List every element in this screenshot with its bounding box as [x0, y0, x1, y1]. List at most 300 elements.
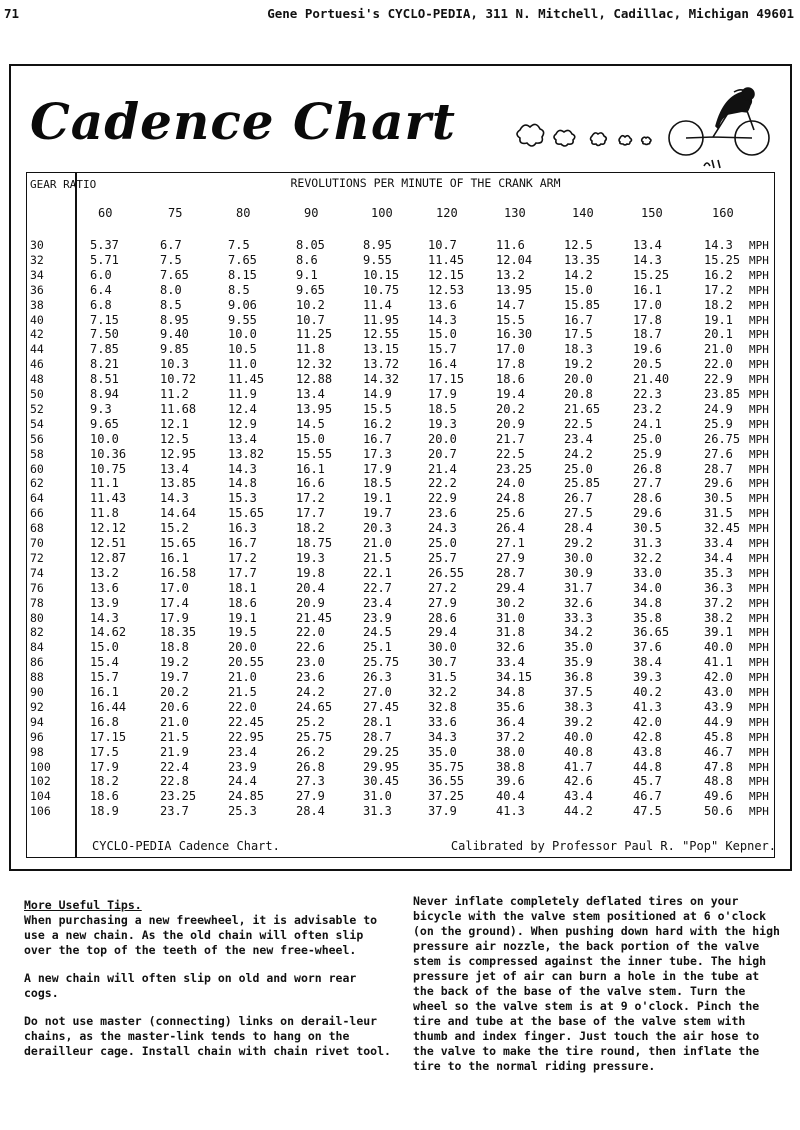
rpm-label: 75 — [168, 206, 183, 220]
tip-paragraph: Never inflate completely deflated tires on your bicycle with the valve stem positioned at 6 o'clock (on the ground). When pushing down hard with the high pressure air nozzle, the back portion of the valve stem is compressed against the inner tube. The high pressure jet of air can burn a hole in the tube at the back of the base of the valve stem. Turn the wheel so the valve stem is at 9 o'clock. Pinch the tire and tube at the base of the valve stem with thumb and index finger. Just touch the air hose to the valve to make the tire round, then inflate the tire to the normal riding pressure. — [413, 894, 780, 1073]
gear-ratio-cell: 32 — [30, 252, 44, 267]
unit-label: MPH — [749, 358, 769, 372]
speed-cell: 23.2 — [633, 401, 662, 416]
speed-cell: 12.4 — [228, 401, 257, 416]
unit-label: MPH — [749, 373, 769, 387]
speed-cell: 20.0 — [228, 640, 257, 655]
speed-cell: 38.2 — [704, 610, 733, 625]
speed-cell: 42.0 — [633, 714, 662, 729]
speed-cell: 15.2 — [160, 521, 189, 536]
speed-cell: 5.37 — [90, 238, 119, 252]
speed-cell: 15.25 — [704, 252, 741, 267]
speed-cell: 26.8 — [633, 461, 662, 476]
speed-cell: 14.3 — [428, 312, 457, 327]
speed-cell: 24.3 — [428, 521, 457, 536]
speed-cell: 23.25 — [496, 461, 533, 476]
gear-ratio-cell: 94 — [30, 714, 44, 729]
speed-cell: 25.1 — [363, 640, 392, 655]
rpm-header: REVOLUTIONS PER MINUTE OF THE CRANK ARM — [290, 176, 561, 190]
speed-cell: 11.8 — [296, 342, 325, 357]
unit-label: MPH — [749, 343, 769, 357]
speed-cell: 16.2 — [704, 267, 733, 282]
speed-cell: 32.8 — [428, 699, 457, 714]
speed-cell: 17.8 — [633, 312, 662, 327]
speed-cell: 11.68 — [160, 401, 197, 416]
unit-label: MPH — [749, 417, 769, 431]
speed-cell: 28.1 — [363, 714, 392, 729]
gear-ratio-cell: 40 — [30, 312, 44, 327]
speed-cell: 47.8 — [704, 759, 733, 774]
speed-cell: 20.55 — [228, 655, 265, 670]
cyclist-illustration-icon — [508, 82, 778, 172]
speed-cell: 19.5 — [228, 625, 257, 640]
speed-cell: 15.0 — [428, 327, 457, 342]
speed-cell: 32.45 — [704, 521, 741, 536]
speed-cell: 49.6 — [704, 789, 733, 804]
speed-cell: 28.6 — [428, 610, 457, 625]
speed-cell: 8.0 — [160, 282, 182, 297]
speed-cell: 26.8 — [296, 759, 325, 774]
speed-cell: 16.58 — [160, 565, 197, 580]
speed-cell: 29.95 — [363, 759, 400, 774]
speed-cell: 9.65 — [296, 282, 325, 297]
speed-cell: 7.5 — [160, 252, 182, 267]
speed-cell: 14.64 — [160, 506, 197, 521]
speed-cell: 17.4 — [160, 595, 189, 610]
speed-cell: 10.36 — [90, 446, 127, 461]
gear-ratio-cell: 100 — [30, 759, 51, 774]
speed-cell: 32.6 — [564, 595, 593, 610]
speed-cell: 24.9 — [704, 401, 733, 416]
speed-cell: 33.4 — [496, 655, 525, 670]
speed-cell: 16.44 — [90, 699, 127, 714]
speed-cell: 44.8 — [633, 759, 662, 774]
speed-cell: 10.0 — [90, 431, 119, 446]
speed-cell: 22.8 — [160, 774, 189, 789]
unit-label: MPH — [749, 432, 769, 446]
gear-ratio-cell: 106 — [30, 804, 51, 819]
speed-cell: 8.95 — [160, 312, 189, 327]
speed-cell: 16.6 — [296, 476, 325, 491]
speed-cell: 17.15 — [90, 729, 127, 744]
speed-cell: 17.0 — [633, 297, 662, 312]
speed-cell: 32.6 — [496, 640, 525, 655]
speed-cell: 18.6 — [496, 372, 525, 387]
gear-ratio-cell: 62 — [30, 476, 44, 491]
speed-cell: 12.88 — [296, 372, 333, 387]
speed-cell: 21.65 — [564, 401, 601, 416]
speed-cell: 44.2 — [564, 804, 593, 819]
speed-cell: 9.55 — [363, 252, 392, 267]
speed-cell: 38.3 — [564, 699, 593, 714]
speed-cell: 18.8 — [160, 640, 189, 655]
speed-cell: 15.85 — [564, 297, 601, 312]
rpm-label: 100 — [371, 206, 393, 220]
speed-cell: 27.45 — [363, 699, 400, 714]
speed-cell: 19.8 — [296, 565, 325, 580]
speed-cell: 31.0 — [363, 789, 392, 804]
speed-cell: 17.0 — [496, 342, 525, 357]
speed-cell: 17.3 — [363, 446, 392, 461]
speed-cell: 17.8 — [496, 357, 525, 372]
speed-cell: 42.0 — [704, 670, 733, 685]
speed-cell: 17.7 — [296, 506, 325, 521]
gear-ratio-cell: 102 — [30, 774, 51, 789]
speed-cell: 34.8 — [496, 685, 525, 699]
speed-cell: 19.7 — [160, 670, 189, 685]
speed-cell: 39.2 — [564, 714, 593, 729]
speed-cell: 23.4 — [363, 595, 392, 610]
speed-cell: 28.7 — [363, 729, 392, 744]
speed-cell: 19.2 — [564, 357, 593, 372]
unit-label: MPH — [749, 611, 769, 625]
speed-cell: 14.5 — [296, 416, 325, 431]
speed-cell: 14.62 — [90, 625, 127, 640]
speed-cell: 11.45 — [428, 252, 465, 267]
speed-cell: 13.35 — [564, 252, 601, 267]
gear-ratio-cell: 86 — [30, 655, 44, 670]
speed-cell: 10.5 — [228, 342, 257, 357]
speed-cell: 8.05 — [296, 238, 325, 252]
speed-cell: 14.3 — [90, 610, 119, 625]
gear-ratio-cell: 54 — [30, 416, 44, 431]
gear-ratio-cell: 30 — [30, 238, 44, 252]
unit-label: MPH — [749, 283, 769, 297]
speed-cell: 24.8 — [496, 491, 525, 506]
speed-cell: 11.43 — [90, 491, 127, 506]
speed-cell: 20.0 — [564, 372, 593, 387]
speed-cell: 28.6 — [633, 491, 662, 506]
speed-cell: 26.75 — [704, 431, 741, 446]
speed-cell: 13.82 — [228, 446, 265, 461]
speed-cell: 25.2 — [296, 714, 325, 729]
speed-cell: 25.9 — [704, 416, 733, 431]
speed-cell: 9.1 — [296, 267, 318, 282]
speed-cell: 21.0 — [363, 536, 392, 550]
speed-cell: 24.1 — [633, 416, 662, 431]
rpm-label: 150 — [641, 206, 663, 220]
speed-cell: 31.7 — [564, 580, 593, 595]
speed-cell: 24.85 — [228, 789, 265, 804]
unit-label: MPH — [749, 566, 769, 580]
speed-cell: 7.65 — [228, 252, 257, 267]
speed-cell: 40.0 — [704, 640, 733, 655]
rpm-label: 130 — [504, 206, 526, 220]
speed-cell: 28.4 — [296, 804, 325, 819]
speed-cell: 5.71 — [90, 252, 119, 267]
speed-cell: 15.4 — [90, 655, 119, 670]
speed-cell: 13.85 — [160, 476, 197, 491]
speed-cell: 41.1 — [704, 655, 733, 670]
speed-cell: 8.5 — [160, 297, 182, 312]
speed-cell: 24.2 — [296, 685, 325, 699]
unit-label: MPH — [749, 656, 769, 670]
speed-cell: 46.7 — [704, 744, 733, 759]
speed-cell: 24.5 — [363, 625, 392, 640]
speed-cell: 17.9 — [160, 610, 189, 625]
speed-cell: 20.9 — [496, 416, 525, 431]
speed-cell: 9.65 — [90, 416, 119, 431]
speed-cell: 17.7 — [228, 565, 257, 580]
speed-cell: 21.5 — [363, 550, 392, 565]
speed-cell: 27.7 — [633, 476, 662, 491]
speed-cell: 20.2 — [160, 685, 189, 699]
gear-ratio-cell: 44 — [30, 342, 44, 357]
speed-cell: 22.9 — [428, 491, 457, 506]
speed-cell: 41.3 — [633, 699, 662, 714]
speed-cell: 18.6 — [90, 789, 119, 804]
speed-cell: 10.7 — [428, 238, 457, 252]
speed-cell: 15.0 — [90, 640, 119, 655]
tips-left-column — [24, 898, 394, 1072]
rpm-label: 90 — [304, 206, 319, 220]
chart-title: Cadence Chart — [30, 92, 456, 151]
gear-ratio-cell: 50 — [30, 387, 44, 401]
speed-cell: 16.3 — [228, 521, 257, 536]
speed-cell: 30.2 — [496, 595, 525, 610]
unit-label: MPH — [749, 596, 769, 610]
unit-label: MPH — [749, 700, 769, 714]
speed-cell: 36.4 — [496, 714, 525, 729]
speed-cell: 13.6 — [428, 297, 457, 312]
speed-cell: 29.4 — [496, 580, 525, 595]
speed-cell: 9.40 — [160, 327, 189, 342]
speed-cell: 22.45 — [228, 714, 265, 729]
speed-cell: 36.3 — [704, 580, 733, 595]
speed-cell: 14.9 — [363, 387, 392, 401]
speed-cell: 45.8 — [704, 729, 733, 744]
speed-cell: 13.2 — [496, 267, 525, 282]
speed-cell: 12.55 — [363, 327, 400, 342]
gear-ratio-cell: 60 — [30, 461, 44, 476]
speed-cell: 39.6 — [496, 774, 525, 789]
gear-ratio-cell: 78 — [30, 595, 44, 610]
speed-cell: 35.9 — [564, 655, 593, 670]
gear-ratio-cell: 98 — [30, 744, 44, 759]
speed-cell: 8.94 — [90, 387, 119, 401]
rpm-label: 120 — [436, 206, 458, 220]
speed-cell: 45.7 — [633, 774, 662, 789]
tip-paragraph: A new chain will often slip on old and worn rear cogs. — [24, 971, 357, 1000]
speed-cell: 26.3 — [363, 670, 392, 685]
gear-ratio-cell: 46 — [30, 357, 44, 372]
tip-paragraph: Do not use master (connecting) links on derail-leur chains, as the master-link tends to hang on the derailleur cage. Install chain with chain rivet tool. — [24, 1014, 391, 1058]
gear-ratio-cell: 84 — [30, 640, 44, 655]
speed-cell: 23.4 — [564, 431, 593, 446]
speed-cell: 34.0 — [633, 580, 662, 595]
speed-cell: 23.85 — [704, 387, 741, 401]
speed-cell: 37.2 — [496, 729, 525, 744]
speed-cell: 8.15 — [228, 267, 257, 282]
unit-label: MPH — [749, 402, 769, 416]
speed-cell: 21.0 — [228, 670, 257, 685]
speed-cell: 13.4 — [160, 461, 189, 476]
unit-label: MPH — [749, 462, 769, 476]
speed-cell: 29.6 — [704, 476, 733, 491]
speed-cell: 14.8 — [228, 476, 257, 491]
speed-cell: 7.85 — [90, 342, 119, 357]
unit-label: MPH — [749, 581, 769, 595]
speed-cell: 17.2 — [296, 491, 325, 506]
speed-cell: 29.25 — [363, 744, 400, 759]
gear-ratio-cell: 80 — [30, 610, 44, 625]
unit-label: MPH — [749, 760, 769, 774]
page-number: 71 — [4, 6, 20, 21]
gear-ratio-cell: 104 — [30, 789, 51, 804]
speed-cell: 12.9 — [228, 416, 257, 431]
speed-cell: 22.95 — [228, 729, 265, 744]
speed-cell: 23.25 — [160, 789, 197, 804]
speed-cell: 40.4 — [496, 789, 525, 804]
speed-cell: 21.0 — [160, 714, 189, 729]
speed-cell: 27.9 — [296, 789, 325, 804]
speed-cell: 25.0 — [428, 536, 457, 550]
unit-label: MPH — [749, 730, 769, 744]
speed-cell: 22.0 — [228, 699, 257, 714]
speed-cell: 21.9 — [160, 744, 189, 759]
speed-cell: 25.7 — [428, 550, 457, 565]
unit-label: MPH — [749, 626, 769, 640]
speed-cell: 13.6 — [90, 580, 119, 595]
speed-cell: 11.4 — [363, 297, 392, 312]
speed-cell: 20.9 — [296, 595, 325, 610]
speed-cell: 33.6 — [428, 714, 457, 729]
speed-cell: 13.4 — [296, 387, 325, 401]
rpm-label: 80 — [236, 206, 251, 220]
speed-cell: 17.9 — [428, 387, 457, 401]
speed-cell: 14.3 — [704, 238, 733, 252]
speed-cell: 12.51 — [90, 536, 127, 550]
speed-cell: 30.5 — [704, 491, 733, 506]
speed-cell: 19.2 — [160, 655, 189, 670]
speed-cell: 15.3 — [228, 491, 257, 506]
rpm-label: 160 — [712, 206, 734, 220]
speed-cell: 23.4 — [228, 744, 257, 759]
speed-cell: 44.9 — [704, 714, 733, 729]
gear-ratio-cell: 88 — [30, 670, 44, 685]
speed-cell: 36.8 — [564, 670, 593, 685]
speed-cell: 16.7 — [363, 431, 392, 446]
speed-cell: 11.45 — [228, 372, 265, 387]
speed-cell: 47.5 — [633, 804, 662, 819]
speed-cell: 26.2 — [296, 744, 325, 759]
speed-cell: 8.21 — [90, 357, 119, 372]
speed-cell: 8.5 — [228, 282, 250, 297]
speed-cell: 41.7 — [564, 759, 593, 774]
speed-cell: 19.6 — [633, 342, 662, 357]
speed-cell: 14.3 — [633, 252, 662, 267]
speed-cell: 33.3 — [564, 610, 593, 625]
speed-cell: 25.75 — [363, 655, 400, 670]
speed-cell: 24.2 — [564, 446, 593, 461]
speed-cell: 26.7 — [564, 491, 593, 506]
gear-ratio-cell: 90 — [30, 685, 44, 699]
speed-cell: 12.95 — [160, 446, 197, 461]
unit-label: MPH — [749, 745, 769, 759]
speed-cell: 22.9 — [704, 372, 733, 387]
speed-cell: 22.0 — [704, 357, 733, 372]
speed-cell: 15.7 — [428, 342, 457, 357]
gear-ratio-cell: 58 — [30, 446, 44, 461]
speed-cell: 40.2 — [633, 685, 662, 699]
rpm-label: 60 — [98, 206, 113, 220]
gear-ratio-cell: 76 — [30, 580, 44, 595]
speed-cell: 19.1 — [228, 610, 257, 625]
speed-cell: 23.0 — [296, 655, 325, 670]
speed-cell: 43.4 — [564, 789, 593, 804]
speed-cell: 20.1 — [704, 327, 733, 342]
speed-cell: 16.4 — [428, 357, 457, 372]
gear-ratio-cell: 36 — [30, 282, 44, 297]
gear-ratio-cell: 64 — [30, 491, 44, 506]
speed-cell: 39.3 — [633, 670, 662, 685]
unit-label: MPH — [749, 686, 769, 699]
speed-cell: 7.50 — [90, 327, 119, 342]
speed-cell: 27.1 — [496, 536, 525, 550]
unit-label: MPH — [749, 805, 769, 819]
speed-cell: 15.0 — [564, 282, 593, 297]
speed-cell: 20.8 — [564, 387, 593, 401]
speed-cell: 20.3 — [363, 521, 392, 536]
unit-label: MPH — [749, 790, 769, 804]
speed-cell: 6.4 — [90, 282, 112, 297]
speed-cell: 11.8 — [90, 506, 119, 521]
speed-cell: 12.15 — [428, 267, 465, 282]
speed-cell: 7.65 — [160, 267, 189, 282]
speed-cell: 16.1 — [160, 550, 189, 565]
speed-cell: 31.5 — [704, 506, 733, 521]
speed-cell: 12.04 — [496, 252, 533, 267]
gear-ratio-header: GEAR RATIO — [30, 178, 97, 191]
speed-cell: 19.3 — [296, 550, 325, 565]
speed-cell: 27.6 — [704, 446, 733, 461]
speed-cell: 7.5 — [228, 238, 250, 252]
unit-label: MPH — [749, 492, 769, 506]
page-header — [0, 6, 800, 26]
speed-cell: 21.0 — [704, 342, 733, 357]
speed-cell: 13.4 — [228, 431, 257, 446]
speed-cell: 18.5 — [363, 476, 392, 491]
speed-cell: 10.7 — [296, 312, 325, 327]
speed-cell: 16.2 — [363, 416, 392, 431]
unit-label: MPH — [749, 775, 769, 789]
speed-cell: 25.3 — [228, 804, 257, 819]
speed-cell: 22.7 — [363, 580, 392, 595]
speed-cell: 31.5 — [428, 670, 457, 685]
speed-cell: 18.9 — [90, 804, 119, 819]
speed-cell: 8.51 — [90, 372, 119, 387]
speed-cell: 50.6 — [704, 804, 733, 819]
speed-cell: 32.2 — [428, 685, 457, 699]
speed-cell: 6.8 — [90, 297, 112, 312]
speed-cell: 15.65 — [160, 536, 197, 550]
speed-cell: 23.9 — [228, 759, 257, 774]
speed-cell: 17.9 — [363, 461, 392, 476]
speed-cell: 18.5 — [428, 401, 457, 416]
unit-label: MPH — [749, 328, 769, 342]
speed-cell: 20.2 — [496, 401, 525, 416]
speed-cell: 15.7 — [90, 670, 119, 685]
speed-cell: 26.4 — [496, 521, 525, 536]
speed-cell: 33.0 — [633, 565, 662, 580]
speed-cell: 31.3 — [363, 804, 392, 819]
speed-cell: 43.9 — [704, 699, 733, 714]
speed-cell: 11.0 — [228, 357, 257, 372]
unit-label: MPH — [749, 388, 769, 401]
speed-cell: 20.5 — [633, 357, 662, 372]
speed-cell: 25.6 — [496, 506, 525, 521]
gear-ratio-cell: 96 — [30, 729, 44, 744]
